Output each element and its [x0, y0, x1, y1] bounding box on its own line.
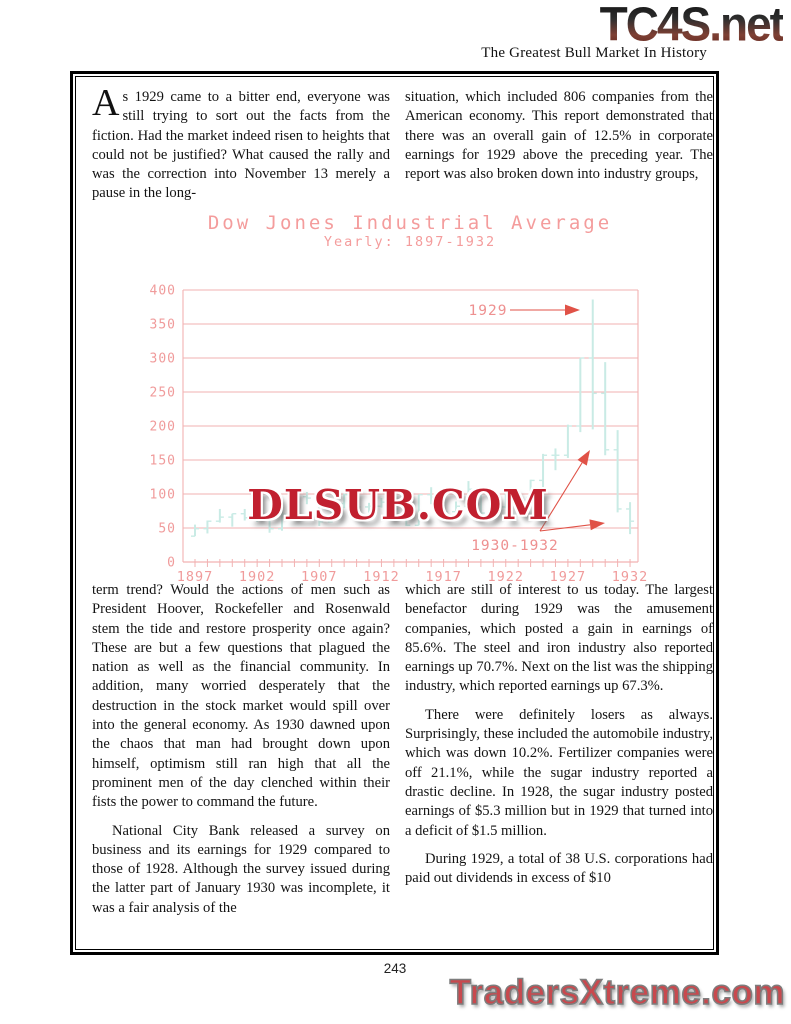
- column-bottom-right: [405, 581, 713, 888]
- paragraph-text: s 1929 came to a bitter end, everyone was still trying to sort out the facts from the fiction. Had the market indeed risen to heights that could not be justified? What caused the rally and was the correction into November 13 merely a pause in the long-: [92, 89, 390, 202]
- page-frame: [70, 71, 719, 955]
- svg-text:1930-1932: 1930-1932: [471, 538, 559, 554]
- svg-text:100: 100: [149, 487, 176, 503]
- svg-text:1917: 1917: [425, 569, 462, 583]
- djia-yearly-range-chart: [140, 283, 680, 583]
- svg-text:1907: 1907: [301, 569, 338, 583]
- column-top-right: [405, 88, 713, 184]
- svg-text:50: 50: [158, 521, 176, 537]
- svg-text:200: 200: [149, 419, 176, 435]
- book-tagline: The Greatest Bull Market In History: [481, 45, 707, 61]
- paragraph: National City Bank released a survey on business and its earnings for 1929 compared to those of 1928. Although the survey issued during the latter part of January 1930 was incomplete, it was a fair analysis of the: [92, 822, 390, 916]
- svg-text:150: 150: [149, 453, 176, 469]
- chart-subtitle: Yearly: 1897-1932: [323, 234, 497, 250]
- svg-text:400: 400: [149, 283, 176, 299]
- svg-text:300: 300: [149, 351, 176, 367]
- paragraph: term trend? Would the actions of men such as President Hoover, Rockefeller and Rosenwald stem the tide and restore prosperity once again? These are but a few questions that plagued the nation as well as the financial community. In addition, many worried desperately that the destruction in the stock market would spill over into the general economy. As 1930 dawned upon the chaos that man had brought down upon himself, optimism still ran high that all the prominent men of the day clenched within their fists the power to command the future.: [92, 582, 390, 811]
- svg-text:350: 350: [149, 317, 176, 333]
- column-bottom-left: [92, 581, 390, 918]
- column-top-left: [92, 82, 390, 204]
- svg-text:1897: 1897: [176, 569, 214, 583]
- page-number: 243: [383, 961, 407, 976]
- dlsub-watermark: DLSUB.COM: [247, 481, 549, 529]
- paragraph: situation, which included 806 companies from the American economy. This report demonstrated that there was an overall gain of 12.5% in corporate earnings for 1929 above the preceding year. The report was also broken down into industry groups,: [405, 89, 713, 183]
- svg-text:250: 250: [149, 385, 176, 401]
- tc4s-logo: TC4S.net: [599, 0, 783, 52]
- svg-text:1922: 1922: [487, 569, 525, 583]
- paragraph: which are still of interest to us today. The largest benefactor during 1929 was the amusement companies, which posted a gain in earnings of 85.6%. The steel and iron industry also reported earnings up 70.7%. Next on the list was the shipping industry, which reported earnings up 67.3%.: [405, 582, 713, 695]
- svg-text:1912: 1912: [363, 569, 400, 583]
- svg-text:1932: 1932: [611, 569, 649, 583]
- paragraph: [92, 82, 390, 204]
- paragraph: During 1929, a total of 38 U.S. corporations had paid out dividends in excess of $10: [405, 850, 713, 887]
- paragraph: There were definitely losers as always. Surprisingly, these included the automobile industry, which was down 10.2%. Fertilizer companies were off 21.1%, while the sugar industry reported a drastic decline. In 1928, the sugar industry posted earnings of $5.3 million but in 1929 that turned into a deficit of $1.5 million.: [405, 706, 713, 839]
- svg-text:0: 0: [167, 555, 176, 571]
- chart-title: Dow Jones Industrial Average: [207, 212, 613, 234]
- dropcap-letter: A: [92, 82, 120, 124]
- svg-text:1929: 1929: [468, 303, 508, 319]
- svg-text:1902: 1902: [238, 569, 276, 583]
- tradersxtreme-logo: TradersXtreme.com: [449, 973, 785, 1012]
- svg-text:1927: 1927: [549, 569, 587, 583]
